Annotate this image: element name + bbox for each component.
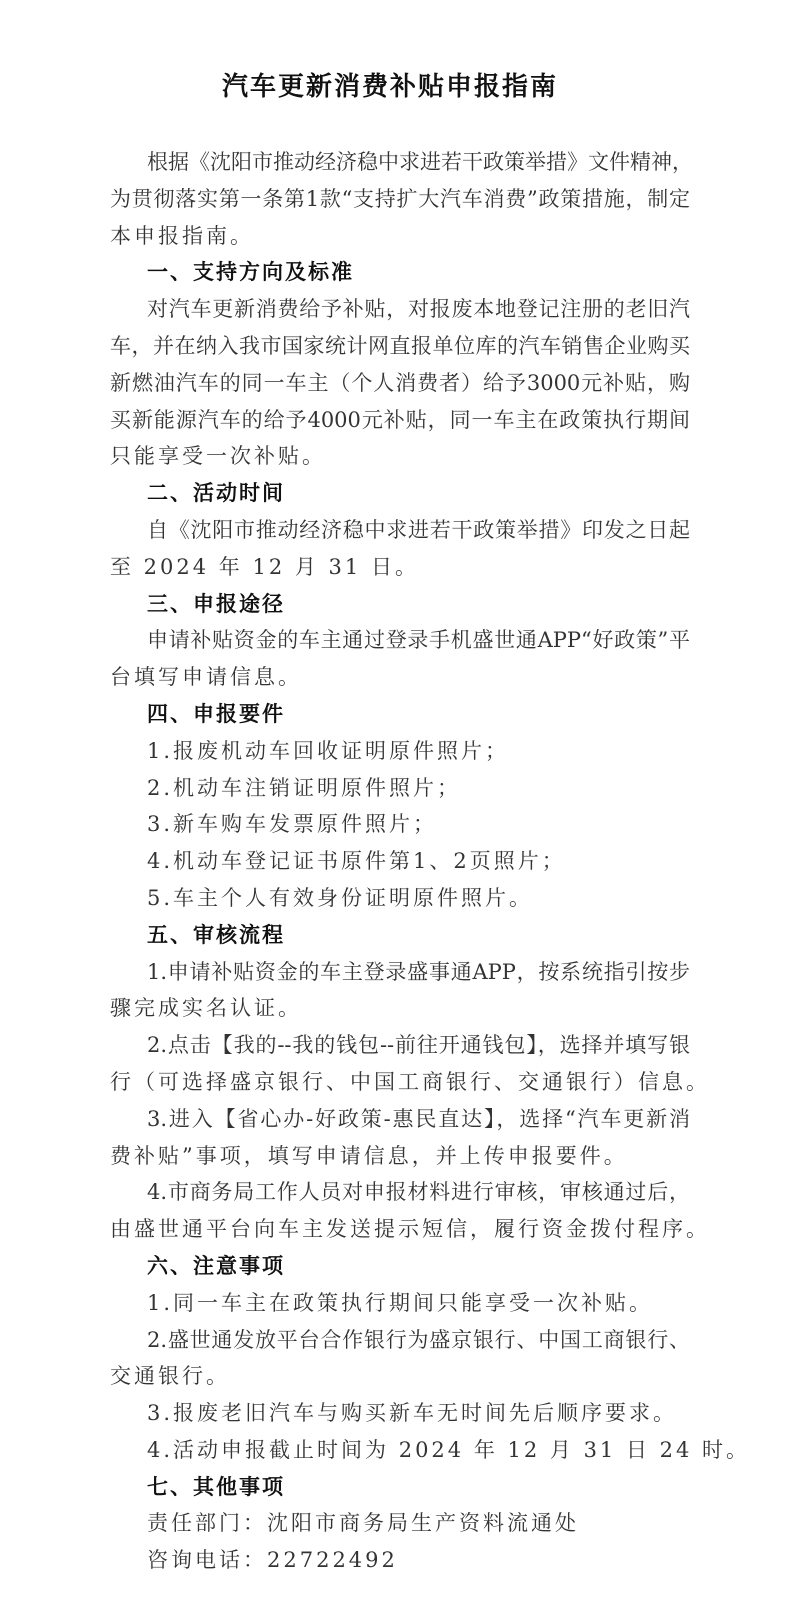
text-line: 至 2024 年 12 月 31 日。 [110, 554, 419, 579]
text-line: 2.机动车注销证明原件照片； [147, 775, 462, 800]
text-line: 自《沈阳市推动经济稳中求进若干政策举措》印发之日起 [147, 517, 690, 542]
text-line: 费补贴”事项，填写申请信息，并上传申报要件。 [110, 1143, 628, 1168]
text-line: 台填写申请信息。 [110, 665, 302, 690]
text-line: 为贯彻落实第一条第1款“支持扩大汽车消费”政策措施，制定 [110, 186, 690, 211]
text-line: 行（可选择盛京银行、中国工商银行、交通银行）信息。 [110, 1069, 710, 1094]
text-line: 4.活动申报截止时间为 2024 年 12 月 31 日 24 时。 [147, 1437, 751, 1462]
text-line: 4.市商务局工作人员对申报材料进行审核，审核通过后， [147, 1180, 690, 1205]
section-heading: 七、其他事项 [147, 1474, 285, 1499]
text-line: 2.点击【我的--我的钱包--前往开通钱包】，选择并填写银 [147, 1033, 690, 1058]
section-heading: 二、活动时间 [147, 481, 285, 506]
section-heading: 四、申报要件 [147, 701, 285, 726]
text-line: 5.车主个人有效身份证明原件照片。 [147, 885, 534, 910]
section-heading: 一、支持方向及标准 [147, 260, 354, 285]
section-heading: 五、审核流程 [147, 922, 285, 947]
text-line: 本申报指南。 [110, 223, 254, 248]
text-line: 只能享受一次补贴。 [110, 444, 326, 469]
text-line: 3.报废老旧汽车与购买新车无时间先后顺序要求。 [147, 1401, 678, 1426]
document-title: 汽车更新消费补贴申报指南 [221, 72, 558, 102]
text-line: 责任部门：沈阳市商务局生产资料流通处 [147, 1511, 579, 1536]
text-line: 3.新车购车发票原件照片； [147, 812, 438, 837]
section-heading: 六、注意事项 [147, 1253, 285, 1278]
text-line: 1.申请补贴资金的车主登录盛事通APP，按系统指引按步 [147, 959, 690, 984]
text-line: 2.盛世通发放平台合作银行为盛京银行、中国工商银行、 [147, 1327, 690, 1352]
section-heading: 三、申报途径 [147, 591, 285, 616]
text-line: 骤完成实名认证。 [110, 996, 302, 1021]
text-line: 买新能源汽车的给予4000元补贴，同一车主在政策执行期间 [110, 407, 690, 432]
text-line: 新燃油汽车的同一车主（个人消费者）给予3000元补贴，购 [110, 370, 690, 395]
text-line: 由盛世通平台向车主发送提示短信，履行资金拨付程序。 [110, 1217, 710, 1242]
text-line: 申请补贴资金的车主通过登录手机盛世通APP“好政策”平 [147, 628, 690, 653]
text-line: 1.同一车主在政策执行期间只能享受一次补贴。 [147, 1290, 654, 1315]
text-line: 3.进入【省心办-好政策-惠民直达】，选择“汽车更新消 [147, 1106, 690, 1131]
document-body [110, 144, 751, 1579]
text-line: 根据《沈阳市推动经济稳中求进若干政策举措》文件精神， [147, 150, 693, 174]
text-line: 4.机动车登记证书原件第1、2页照片； [147, 849, 566, 874]
text-line: 车，并在纳入我市国家统计网直报单位库的汽车销售企业购买 [110, 333, 690, 358]
text-line: 交通银行。 [110, 1364, 230, 1389]
text-line: 1.报废机动车回收证明原件照片； [147, 738, 510, 763]
text-line: 对汽车更新消费给予补贴，对报废本地登记注册的老旧汽 [147, 297, 690, 322]
text-line: 咨询电话：22722492 [147, 1548, 398, 1573]
